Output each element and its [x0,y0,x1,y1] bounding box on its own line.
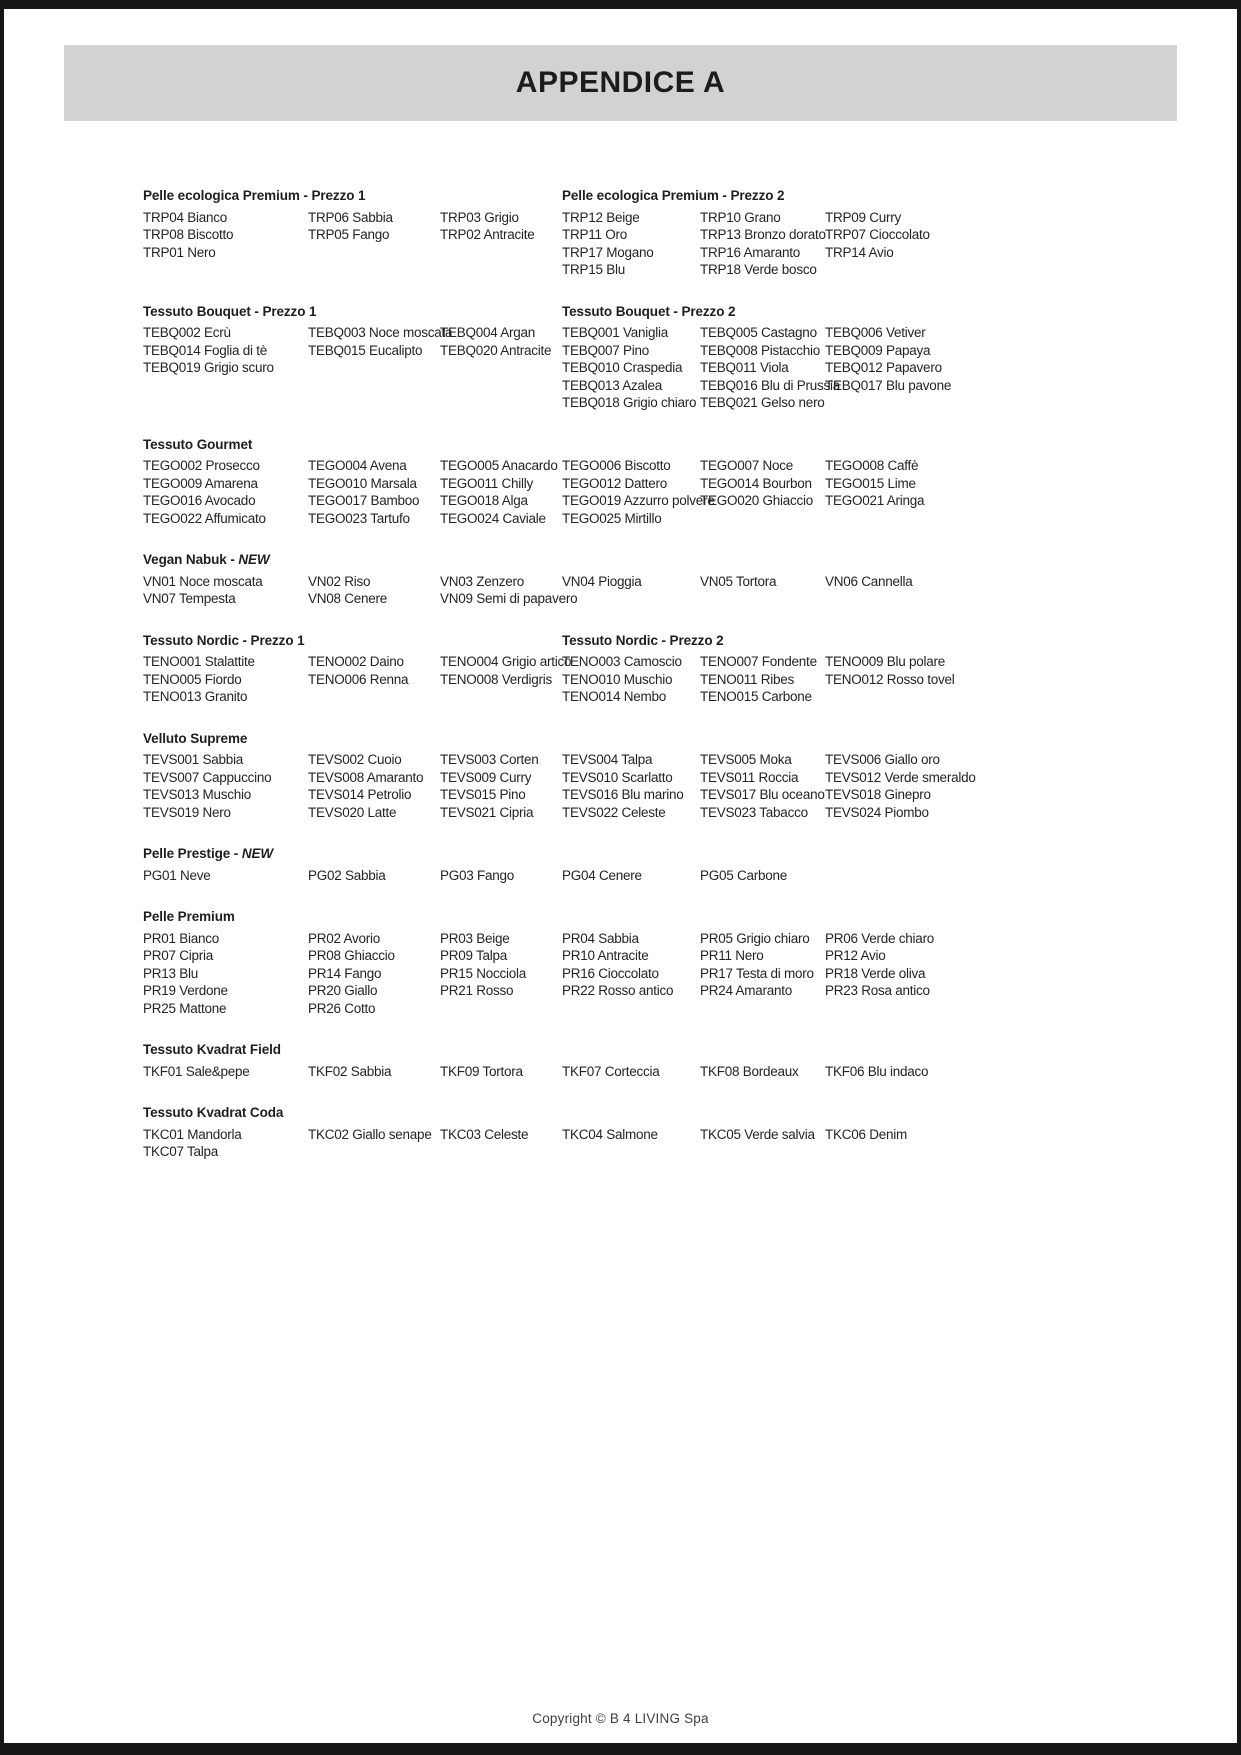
items-grid [562,209,1177,279]
catalog-item: TENO002 Daino [308,654,404,669]
grid-spacer [700,590,825,608]
grid-spacer [440,1143,562,1161]
catalog-item: TEVS002 Cuoio [308,752,402,767]
grid-spacer [825,510,1177,528]
items-grid [143,867,1177,885]
catalog-item: PR18 Verde oliva [825,965,926,981]
catalog-item: TEBQ011 Viola [700,360,789,375]
catalog-item: TENO001 Stalattite [143,654,255,669]
catalog-item: PR20 Giallo [308,983,378,998]
catalog-item: PG04 Cenere [562,867,642,883]
catalog-band [143,1104,1177,1161]
catalog-section [143,845,1177,884]
catalog-item: TEVS008 Amaranto [308,769,424,785]
catalog-item: TKC06 Denim [825,1126,908,1142]
catalog-item: TEGO010 Marsala [308,475,417,491]
catalog-item: TENO012 Rosso tovel [825,671,955,687]
catalog-item: TEVS012 Verde smeraldo [825,769,976,785]
grid-spacer [308,359,440,377]
catalog-item: TEVS023 Tabacco [700,804,808,820]
catalog-item: TEGO008 Caffè [825,458,919,473]
catalog-item: TEBQ017 Blu pavone [825,377,952,393]
items-grid [143,457,1177,527]
catalog-item: TKF02 Sabbia [308,1063,392,1079]
catalog-item: TEGO005 Anacardo [440,458,558,473]
catalog-item: TEGO023 Tartufo [308,510,410,526]
catalog-item: PR16 Cioccolato [562,965,659,981]
catalog-section [143,1041,1177,1080]
section-title: Tessuto Gourmet [143,436,253,452]
grid-spacer [700,1000,825,1018]
section-title: Velluto Supreme [143,730,248,746]
catalog-item: TEVS010 Scarlatto [562,769,673,785]
catalog-item: TKC04 Salmone [562,1126,658,1142]
catalog-band [143,730,1177,822]
catalog-item: TEBQ015 Eucalipto [308,342,423,358]
catalog-item: PR23 Rosa antico [825,983,930,998]
catalog-item: TKC07 Talpa [143,1144,219,1159]
catalog-item: TRP10 Grano [700,209,781,225]
catalog-item: TKF08 Bordeaux [700,1063,799,1079]
section-title: Tessuto Nordic - Prezzo 1 [143,632,305,648]
catalog-item: PR19 Verdone [143,983,228,998]
catalog-item: TRP11 Oro [562,227,628,242]
catalog-item: TEBQ014 Foglia di tè [143,342,268,358]
items-grid [143,1063,1177,1081]
catalog-item: PG03 Fango [440,867,515,883]
catalog-item: TEVS013 Muschio [143,787,252,802]
catalog-item: TEBQ021 Gelso nero [700,395,825,410]
catalog-item: TEBQ001 Vaniglia [562,325,669,340]
catalog-item: VN07 Tempesta [143,591,236,606]
catalog-item: TEVS018 Ginepro [825,787,931,802]
catalog-item: TRP03 Grigio [440,209,519,225]
catalog-item: TRP15 Blu [562,262,626,277]
grid-spacer [308,1143,440,1161]
catalog-item: PR04 Sabbia [562,930,639,946]
catalog-band [143,436,1177,528]
page-header-banner [64,45,1177,121]
grid-spacer [700,510,825,528]
catalog-item: TEVS022 Celeste [562,804,666,820]
grid-spacer [825,394,1177,412]
catalog-item: TEBQ008 Pistacchio [700,342,821,358]
catalog-item: TRP13 Bronzo dorato [700,227,826,242]
items-grid [562,324,1177,412]
catalog-item: TEGO019 Azzurro polvere [562,493,715,508]
section-title: Pelle ecologica Premium - Prezzo 1 [143,188,366,203]
catalog-item: VN09 Semi di papavero [440,591,578,606]
items-grid [143,653,572,706]
catalog-section [143,187,562,279]
catalog-item: TENO004 Grigio artico [440,654,572,669]
catalog-item: TRP09 Curry [825,209,902,225]
catalog-item: TEBQ010 Craspedia [562,360,683,375]
catalog-item: TEGO020 Ghiaccio [700,493,814,508]
section-title: Tessuto Kvadrat Field [143,1042,281,1057]
catalog-item: PR11 Nero [700,948,764,963]
catalog-section [143,436,1177,528]
section-title: Pelle Premium [143,909,235,924]
catalog-item: VN08 Cenere [308,591,388,606]
catalog-item: PG01 Neve [143,867,211,883]
grid-spacer [825,261,1177,279]
catalog-item: PR07 Cipria [143,948,214,963]
grid-spacer [440,688,562,706]
page-footer [4,1711,1237,1726]
catalog-item: TEGO002 Prosecco [143,458,260,473]
catalog-item: PR26 Cotto [308,1000,376,1016]
catalog-item: PR06 Verde chiaro [825,930,935,946]
catalog-item: TEBQ005 Castagno [700,325,817,340]
catalog-band [143,551,1177,608]
catalog-item: TKF09 Tortora [440,1063,523,1079]
catalog-item: TEVS021 Cipria [440,804,534,820]
catalog-item: TEVS001 Sabbia [143,752,244,767]
catalog-item: PR10 Antracite [562,948,649,963]
catalog-item: PG02 Sabbia [308,867,386,883]
catalog-item: TENO006 Renna [308,671,409,687]
items-grid [562,653,1177,706]
grid-spacer [562,1000,700,1018]
section-title: Tessuto Kvadrat Coda [143,1105,284,1120]
grid-spacer [440,1000,562,1018]
catalog-item: TRP17 Mogano [562,244,654,260]
catalog-item: TENO011 Ribes [700,671,795,687]
catalog-item: VN03 Zenzero [440,573,525,589]
catalog-item: TEGO017 Bamboo [308,493,420,508]
catalog-item: TEVS024 Piombo [825,804,929,820]
catalog-item: TEGO021 Aringa [825,493,925,508]
items-grid [143,1126,1177,1161]
catalog-item: TEBQ018 Grigio chiaro [562,395,697,410]
catalog-item: PR21 Rosso [440,983,514,998]
catalog-item: TRP07 Cioccolato [825,227,930,242]
catalog-item: VN04 Pioggia [562,573,642,589]
catalog-item: TENO007 Fondente [700,654,817,669]
catalog-item: TEGO009 Amarena [143,475,258,491]
catalog-item: TEBQ016 Blu di Prussia [700,377,841,393]
catalog-item: TEGO022 Affumicato [143,510,266,526]
catalog-item: TEGO016 Avocado [143,493,256,508]
catalog-item: PR03 Beige [440,930,510,946]
catalog-item: TEVS014 Petrolio [308,787,412,802]
catalog-item: TENO010 Muschio [562,671,673,687]
catalog-section [143,551,1177,608]
catalog-content [4,121,1237,1161]
grid-spacer [440,244,562,262]
catalog-band [143,1041,1177,1080]
catalog-item: TEGO024 Caviale [440,510,546,526]
catalog-item: TEGO004 Avena [308,458,407,473]
catalog-item: TRP18 Verde bosco [700,262,817,277]
catalog-section [562,632,1177,706]
catalog-item: TEVS006 Giallo oro [825,752,940,767]
catalog-item: TENO014 Nembo [562,689,667,704]
catalog-item: TEGO025 Mirtillo [562,510,662,526]
catalog-item: VN05 Tortora [700,573,777,589]
catalog-item: TRP14 Avio [825,244,894,260]
catalog-item: TEBQ002 Ecrù [143,325,231,340]
catalog-item: TEGO015 Lime [825,475,916,491]
catalog-item: TENO005 Fiordo [143,671,242,687]
catalog-band [143,632,1177,706]
catalog-section [143,908,1177,1017]
catalog-item: TENO008 Verdigris [440,671,553,687]
grid-spacer [308,244,440,262]
catalog-item: PG05 Carbone [700,867,788,883]
items-grid [143,751,1177,821]
section-title: Tessuto Nordic - Prezzo 2 [562,632,724,648]
catalog-item: PR13 Blu [143,965,199,981]
catalog-item: TEVS016 Blu marino [562,787,684,802]
catalog-band [143,908,1177,1017]
grid-spacer [825,1000,1177,1018]
catalog-item: TEVS015 Pino [440,787,526,802]
catalog-item: TEVS004 Talpa [562,752,653,767]
catalog-item: TKF06 Blu indaco [825,1063,929,1079]
grid-spacer [562,1143,700,1161]
catalog-item: TEVS017 Blu oceano [700,787,825,802]
catalog-item: PR17 Testa di moro [700,965,814,981]
catalog-item: TENO013 Granito [143,689,248,704]
catalog-item: PR24 Amaranto [700,983,793,998]
catalog-item: VN02 Riso [308,573,371,589]
section-title: Tessuto Bouquet - Prezzo 2 [562,303,736,319]
catalog-item: TRP04 Bianco [143,209,228,225]
catalog-item: TEBQ012 Papavero [825,360,942,375]
catalog-item: VN01 Noce moscata [143,573,263,589]
grid-spacer [825,1143,1177,1161]
items-grid [143,209,562,262]
catalog-item: TRP01 Nero [143,244,216,260]
catalog-item: TEBQ009 Papaya [825,342,931,358]
catalog-band [143,845,1177,884]
items-grid [143,930,1177,1018]
catalog-band [143,187,1177,279]
catalog-item: TEVS020 Latte [308,804,397,820]
catalog-item: TEGO007 Noce [700,458,794,473]
items-grid [143,573,1177,608]
copyright-text: Copyright © B 4 LIVING Spa [532,1711,709,1726]
catalog-section [562,187,1177,279]
catalog-item: TRP12 Beige [562,209,640,225]
new-badge: NEW [241,846,274,861]
grid-spacer [440,359,562,377]
catalog-item: TEBQ020 Antracite [440,342,552,358]
grid-spacer [308,688,440,706]
catalog-item: TRP08 Biscotto [143,227,234,242]
catalog-item: TEVS003 Corten [440,752,539,767]
grid-spacer [825,867,1177,885]
catalog-item: TRP05 Fango [308,227,390,242]
new-badge: NEW [238,552,270,567]
catalog-item: TENO003 Camoscio [562,654,682,669]
catalog-item: PR14 Fango [308,965,382,981]
grid-spacer [825,590,1177,608]
catalog-item: VN06 Cannella [825,573,913,589]
catalog-item: TEGO006 Biscotto [562,458,671,473]
section-title: Pelle Prestige - NEW [143,846,274,861]
catalog-item: TEGO018 Alga [440,493,528,508]
catalog-item: PR25 Mattone [143,1000,227,1016]
catalog-section [562,303,1177,412]
catalog-item: PR08 Ghiaccio [308,948,395,963]
catalog-item: TKF01 Sale&pepe [143,1063,250,1079]
catalog-section [143,1104,1177,1161]
catalog-item: TEBQ006 Vetiver [825,325,926,340]
catalog-item: PR02 Avorio [308,930,381,946]
catalog-item: TRP06 Sabbia [308,209,393,225]
catalog-item: TRP16 Amaranto [700,244,801,260]
catalog-band [143,303,1177,412]
catalog-item: TEBQ003 Noce moscata [308,325,453,340]
items-grid [143,324,562,377]
catalog-item: TEVS009 Curry [440,769,532,785]
catalog-section [143,303,562,412]
grid-spacer [700,1143,825,1161]
catalog-item: PR01 Bianco [143,930,220,946]
catalog-section [143,632,572,706]
catalog-section [143,730,1177,822]
catalog-item: TEBQ013 Azalea [562,377,663,393]
catalog-item: PR05 Grigio chiaro [700,930,810,946]
catalog-item: PR22 Rosso antico [562,983,674,998]
catalog-item: TKC02 Giallo senape [308,1126,432,1142]
page-title: APPENDICE A [515,66,726,99]
catalog-item: TEBQ007 Pino [562,342,650,358]
catalog-item: TENO009 Blu polare [825,654,946,669]
catalog-item: TEVS019 Nero [143,804,231,820]
catalog-item: TKC01 Mandorla [143,1126,242,1142]
section-title: Vegan Nabuk - NEW [143,552,270,567]
catalog-item: TEVS007 Cappuccino [143,769,272,785]
catalog-item: TRP02 Antracite [440,227,535,242]
section-title: Tessuto Bouquet - Prezzo 1 [143,303,317,319]
section-title: Pelle ecologica Premium - Prezzo 2 [562,188,785,203]
catalog-item: TEGO012 Dattero [562,475,668,491]
catalog-item: TEBQ019 Grigio scuro [143,360,274,375]
catalog-item: PR15 Nocciola [440,965,527,981]
catalog-item: TEGO011 Chilly [440,475,534,491]
catalog-item: PR09 Talpa [440,948,508,963]
catalog-item: TEVS011 Roccia [700,769,799,785]
catalog-item: TKC05 Verde salvia [700,1126,815,1142]
catalog-item: TENO015 Carbone [700,689,812,704]
catalog-item: TKC03 Celeste [440,1126,529,1142]
catalog-item: TEBQ004 Argan [440,325,536,340]
grid-spacer [825,688,1177,706]
grid-spacer [562,590,700,608]
catalog-item: TEGO014 Bourbon [700,475,812,491]
catalog-item: PR12 Avio [825,948,886,963]
catalog-item: TEVS005 Moka [700,752,792,767]
catalog-item: TKF07 Corteccia [562,1063,660,1079]
